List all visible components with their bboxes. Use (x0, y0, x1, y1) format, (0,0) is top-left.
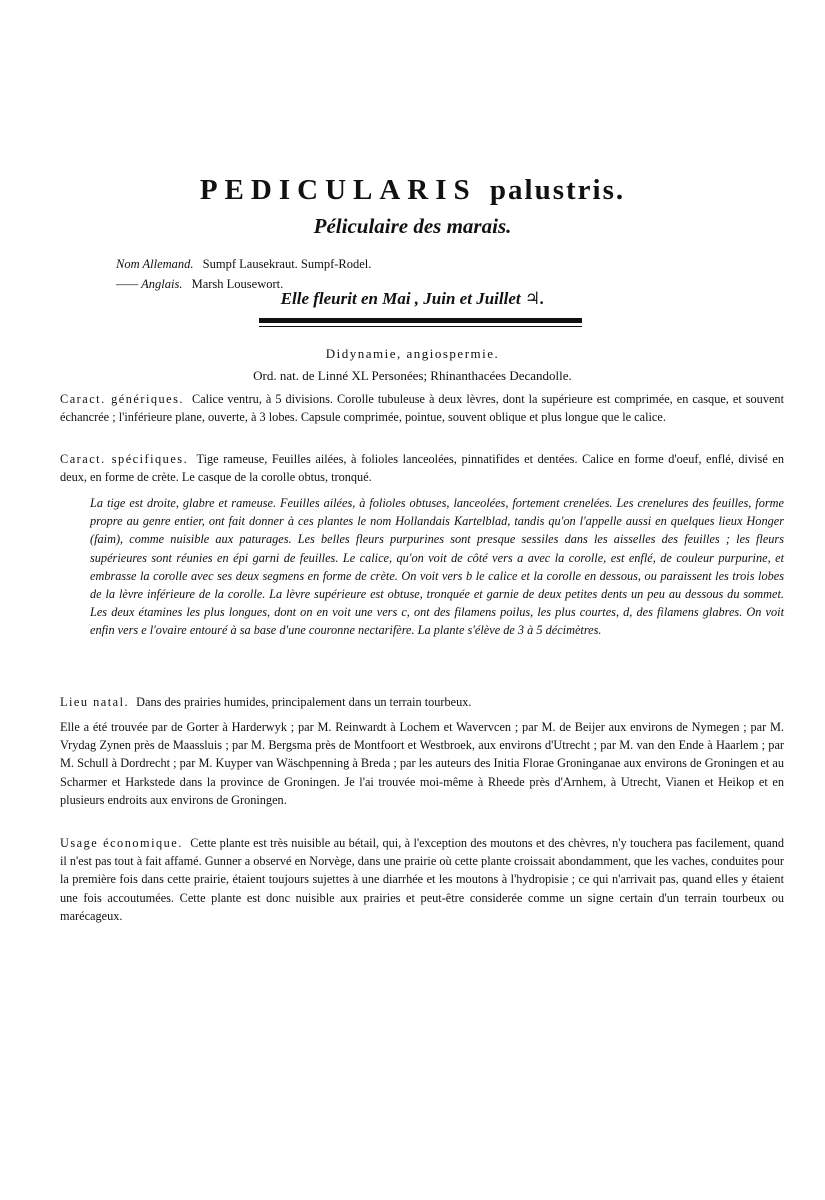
common-names-block (116, 254, 371, 294)
specific-text: Tige rameuse, Feuilles ailées, à folioles lanceolées, pinnatifides et dentées. Calice en forme d'oeuf, enflé, divisé en deux, en forme de crète. Le casque de la corolle obtus, tronqué. (60, 452, 784, 485)
usage-text: Cette plante est très nuisible au bétail, qui, à l'exception des moutons et des chèvres, n'y touchera pas facilement, quand il n'est pas tout à fait affamé. Gunner a observé en Norvège, dans une prairie où cette plante croissait abondamment, que les vaches, conduites pour la première fois dans cette prairie, étaient toujours sujettes à une diarrhée et les moutons à l'hydropisie ; ce qui n'arrivait pas, quand elles y étaient une fois accoutumées. Cette plante est donc nuisible aux prairies et peut-être considerée comme un signe certain d'un terrain tourbeux ou marécageux. (60, 836, 785, 923)
generic-text: Calice ventru, à 5 divisions. Corolle tubuleuse à deux lèvres, dont la supérieure est comprimée, en casque, et souvent échancrée ; l'inférieure plane, ouverte, à 3 lobes. Capsule comprimée, pointue, souvent oblique et plus longue que le calice. (60, 392, 784, 425)
german-label: Nom Allemand. (116, 257, 194, 271)
plant-description: La tige est droite, glabre et rameuse. Feuilles ailées, à folioles obtuses, lanceolées, fortement crenelées. Les crenelures des feuilles, forme propre au genre entier, ont fait donner à ces plantes le nom Hollandais Kartelblad, tandis qu'on l'appelle aussi en quelques lieux Honger (faim), comme nuisible aux paturages. Les belles fleurs purpurines sont presque sessiles dans les aisselles des feuilles ; les fleurs supérieures sont réunies en épi garni de feuilles. Le calice, qu'on voit de côté vers a avec la corolle, est enflé, de couleur purpurine, et embrasse la corolle avec ses deux segmens en forme de crète. On voit vers b le calice et la corolle en dessous, ou paraissent les trois lobes de la lèvre inférieure de la corolle. La lèvre supérieure est obtuse, tronquée et garnie de deux petites dents un peu au dessous du sommet. Les deux étamines les plus longues, dont on en voit une vers c, ont des filamens poilus, les plus courtes, d, des filamens glabres. On voit enfin vers e l'ovaire entouré à sa base d'une couronne nectarifère. La plante s'élève de 3 à 5 décimètres. (90, 496, 784, 638)
habitat (60, 693, 784, 711)
french-common-name: Péliculaire des marais. (313, 214, 512, 238)
section-divider (259, 318, 582, 327)
species-name: palustris. (489, 174, 626, 206)
economic-usage (60, 834, 784, 925)
english-name: Marsh Lousewort. (191, 277, 284, 291)
linnaean-class: Didynamie, angiospermie. (325, 346, 500, 361)
natural-order: Ord. nat. de Linné XL Personées; Rhinanthacées Decandolle. (253, 368, 572, 383)
specific-label: Caract. spécifiques. (60, 452, 189, 466)
page-title (0, 172, 825, 208)
german-name: Sumpf Lausekraut. Sumpf-Rodel. (202, 257, 372, 271)
flowering-period: Elle fleurit en Mai , Juin et Juillet ♃. (280, 289, 545, 308)
habitat-text: Dans des prairies humides, principalement dans un terrain tourbeux. (136, 695, 472, 709)
locations: Elle a été trouvée par de Gorter à Harderwyk ; par M. Reinwardt à Lochem et Wavervcen ; par M. de Beijer aux environs de Nymegen ; par M. Vrydag Zynen près de Maassluis ; par M. Bergsma près de Montfoort et Westbroek, aux environs d'Utrecht ; par M. van den Ende à Haarlem ; par M. Schull à Dordrecht ; par M. Kuyper van Wäschpenning à Breda ; par les auteurs des Initia Florae Groninganae aux environs de Groningen et au Scharmer et Harkstede dans la province de Groningen. Je l'ai trouvée moi-même à Rheede près d'Arnhem, à Utrecht, Vianen et Heikop et en plusieurs endroits aux environs de Groningen. (60, 720, 784, 807)
generic-label: Caract. génériques. (60, 392, 184, 406)
english-label: —— Anglais. (116, 277, 183, 291)
german-name-row (116, 254, 371, 274)
genus-name: PEDICULARIS (199, 174, 477, 206)
generic-characters (60, 390, 784, 426)
usage-label: Usage économique. (60, 836, 183, 850)
specific-characters (60, 450, 784, 486)
habitat-label: Lieu natal. (60, 695, 130, 709)
